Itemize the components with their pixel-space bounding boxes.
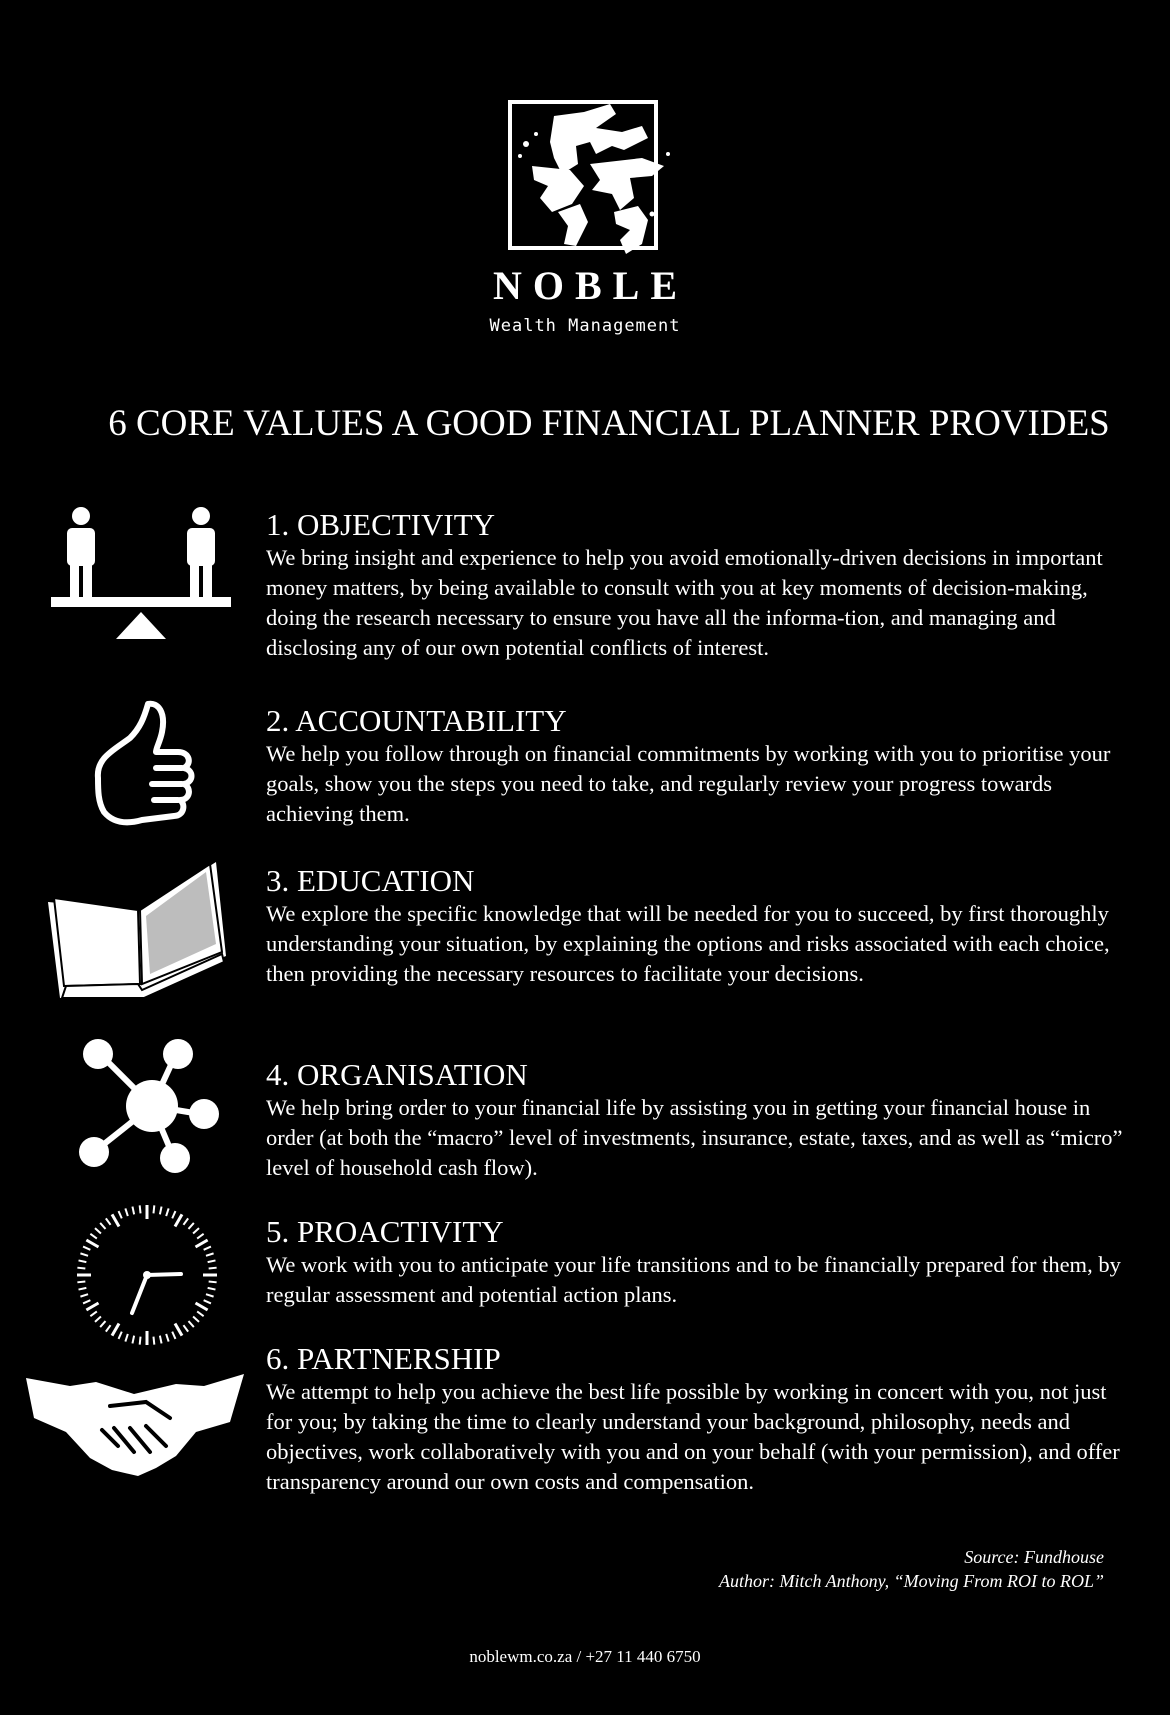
- clock-tick: [119, 1211, 122, 1218]
- value-title: 1. OBJECTIVITY: [266, 507, 496, 542]
- clock-tick: [153, 1337, 154, 1345]
- open-book-icon: [46, 858, 228, 1004]
- clock-tick: [193, 1228, 199, 1233]
- clock-tick: [208, 1260, 216, 1262]
- value-organisation: [266, 1057, 1126, 1183]
- clock-tick: [125, 1334, 127, 1342]
- clock-tick: [95, 1316, 101, 1321]
- clock-tick: [112, 1214, 119, 1226]
- clock-tick: [79, 1260, 87, 1262]
- value-text: We work with you to anticipate your life transitions and to be financially prepared for them, by regular assessment and potential action plans.: [266, 1252, 1121, 1307]
- clock-tick: [206, 1253, 214, 1255]
- clock-tick: [119, 1332, 122, 1339]
- thumbs-up-icon: [92, 698, 204, 832]
- clock-tick: [160, 1207, 162, 1215]
- clock-tick: [166, 1208, 168, 1216]
- clock-tick: [175, 1214, 182, 1226]
- calligraphy-logo-icon: [492, 94, 682, 264]
- clock-tick: [160, 1336, 162, 1344]
- value-text: We attempt to help you achieve the best life possible by working in concert with you, not just for you; by taking the time to clearly understand your background, philosophy, needs and objectives, work collaboratively with you and on your behalf (with your permission), and offer transparency around our own costs and compensation.: [266, 1379, 1120, 1494]
- value-education: [266, 863, 1126, 989]
- clock-tick: [188, 1223, 193, 1229]
- clock-tick: [166, 1334, 168, 1342]
- value-title: 4. ORGANISATION: [266, 1057, 528, 1092]
- clock-tick: [183, 1325, 188, 1331]
- value-text: We help bring order to your financial life by assisting you in getting your financial house in order (at both the “macro” level of investments, insurance, estate, taxes, and as well as “micro” level of household cash flow).: [266, 1095, 1123, 1180]
- value-title: 2. ACCOUNTABILITY: [266, 703, 567, 738]
- clock-tick: [83, 1300, 90, 1303]
- clock-tick: [188, 1321, 193, 1327]
- clock-tick: [106, 1325, 111, 1331]
- clock-tick: [153, 1205, 154, 1213]
- clock-tick: [172, 1332, 175, 1339]
- value-partnership: [266, 1341, 1126, 1497]
- author-line: Author: Mitch Anthony, “Moving From ROI to ROL”: [719, 1571, 1104, 1591]
- clock-tick: [183, 1218, 188, 1224]
- value-title: 3. EDUCATION: [266, 863, 475, 898]
- clock-tick: [204, 1300, 211, 1303]
- network-nodes-icon: [78, 1038, 224, 1174]
- clock-tick: [86, 1240, 98, 1247]
- clock-tick: [140, 1337, 141, 1345]
- brand-name: NOBLE: [492, 263, 689, 308]
- clock-tick: [209, 1268, 217, 1269]
- clock-tick: [80, 1294, 88, 1296]
- clock-tick: [140, 1205, 141, 1213]
- clock-tick: [209, 1281, 217, 1282]
- clock-tick: [90, 1234, 96, 1239]
- page-title: 6 CORE VALUES A GOOD FINANCIAL PLANNER PROVIDES: [108, 403, 1110, 444]
- clock-tick: [125, 1208, 127, 1216]
- clock-tick: [132, 1207, 134, 1215]
- clock-tick: [77, 1281, 85, 1282]
- clock-tick: [206, 1294, 214, 1296]
- value-accountability: [266, 703, 1126, 829]
- clock-tick: [172, 1211, 175, 1218]
- value-text: We bring insight and experience to help you avoid emotionally-driven decisions in important money matters, by being available to consult with you at key moments of decision-making, doing the research necessary to ensure you have all the informa-tion, and managing and disclosing any of our own potential conflicts of interest.: [266, 545, 1103, 660]
- clock-tick: [90, 1311, 96, 1316]
- clock-tick: [83, 1247, 90, 1250]
- clock-tick: [175, 1323, 182, 1335]
- clock-tick: [77, 1268, 85, 1269]
- clock-tick: [197, 1311, 203, 1316]
- clock-tick: [95, 1228, 101, 1233]
- clock-tick: [106, 1218, 111, 1224]
- balance-scale-icon: [50, 505, 232, 643]
- clock-tick: [208, 1288, 216, 1290]
- clock-tick: [100, 1223, 105, 1229]
- clock-tick: [79, 1288, 87, 1290]
- value-proactivity: [266, 1214, 1126, 1310]
- value-title: 5. PROACTIVITY: [266, 1214, 504, 1249]
- clock-tick: [112, 1323, 119, 1335]
- clock-tick: [86, 1303, 98, 1310]
- contact-footer: noblewm.co.za / +27 11 440 6750: [469, 1647, 701, 1666]
- value-text: We explore the specific knowledge that will be needed for you to succeed, by first thoroughly understanding your situation, by explaining the options and risks associated with each choice, then providing the necessary resources to facilitate your decisions.: [266, 901, 1110, 986]
- clock-tick: [132, 1336, 134, 1344]
- value-objectivity: [266, 507, 1126, 663]
- brand-tagline: Wealth Management: [489, 316, 681, 336]
- clock-tick: [193, 1316, 199, 1321]
- clock-tick: [195, 1240, 207, 1247]
- clock-tick: [100, 1321, 105, 1327]
- clock-tick: [195, 1303, 207, 1310]
- source-credits: [719, 1545, 1104, 1593]
- handshake-icon: [26, 1372, 244, 1478]
- source-line: Source: Fundhouse: [964, 1547, 1104, 1567]
- clock-tick: [197, 1234, 203, 1239]
- clock-tick: [80, 1253, 88, 1255]
- brand-logo: [508, 100, 658, 250]
- clock-tick: [204, 1247, 211, 1250]
- clock-icon: [74, 1202, 220, 1348]
- value-title: 6. PARTNERSHIP: [266, 1341, 501, 1376]
- value-text: We help you follow through on financial commitments by working with you to prioritise your goals, show you the steps you need to take, and regularly review your progress towards achieving them.: [266, 741, 1111, 826]
